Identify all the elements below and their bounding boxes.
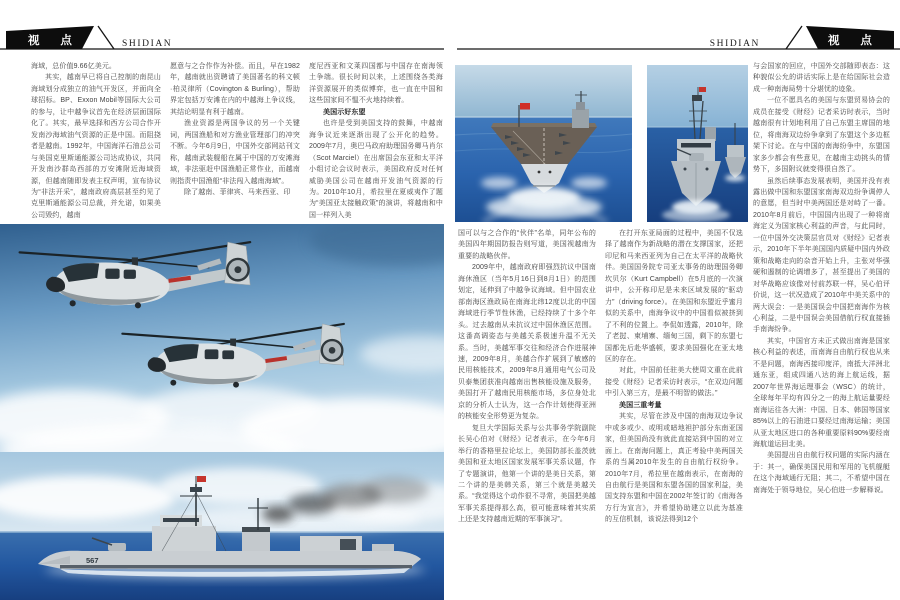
helicopters-photo [0, 224, 444, 452]
hull-number: 567 [86, 556, 99, 565]
paragraph: 在打开东亚局面的过程中，美国不仅选择了越南作为新战略的潜在支撑国家，还把印尼和马来西亚列为自己在太平洋的战略伙伴。美国国务院专司亚太事务的助理国务卿坎贝尔（Kurt Campbell）在5月底的一次演讲中，公开称印尼是未来区域发展的“驱动力”（driving force）。在美国和东盟近乎蜜月似的关系中，南海争议中的中国看似被挤到了不利的位置上。李侃如透露，2010年，除了老挝、柬埔寨、缅甸三国，剩下的东盟七国都先后赴华盛顿，要求美国强化在亚太地区的存在。 [605, 230, 743, 363]
left-column-1 [31, 61, 161, 224]
paragraph: 对此，中国前任驻美大使周文重在此前接受《财经》记者采访时表示，“在双边问题中引入第三方，是最不明智的做法。” [605, 367, 743, 398]
right-column-1 [458, 228, 596, 548]
header-slash-icon [786, 26, 802, 49]
subheading-us-asean: 美国示好东盟 [323, 108, 366, 116]
destroyers-photo [647, 65, 748, 222]
section-title-pinyin: SHIDIAN [709, 39, 760, 49]
paragraph: 海域，总价值9.66亿美元。 [31, 63, 117, 70]
paragraph: 国可以与之合作的“伙伴”名单，同年公布的美国四年期国防报告则写道，美国视越南为重要的战略伙伴。 [458, 230, 596, 260]
left-column-3 [309, 61, 443, 224]
paragraph: 美国提出自由航行权问题的实际内涵在于：其一，确保美国民用和军用的飞机舰艇在这个海域通行无阻；其二，不希望中国在南海处于领导地位，吴心伯进一步解释说。 [753, 452, 890, 494]
right-column-2 [605, 228, 743, 560]
paragraph: 除了越南、菲律宾、马来西亚、印 [184, 188, 291, 196]
carrier-photo [455, 65, 632, 222]
subheading-us-considerations: 美国三重考量 [619, 401, 662, 409]
header-slash-icon [98, 26, 114, 49]
section-title-cn: 视 点 [828, 35, 881, 47]
left-column-2 [170, 61, 300, 224]
right-column-3 [753, 61, 890, 553]
header-right [450, 24, 900, 54]
frigate-photo [0, 452, 444, 600]
paragraph: 渔业资源是两国争议的另一个关键词，两国渔船和对方渔业管理部门的冲突不断。今年6月9日，中国外交部网站刊文称，越南武装舰船在属于中国的万安滩海域，非法驱赶中国渔船正常作业，而越南则指责中国渔船“非法闯入越南海域”。 [170, 120, 300, 185]
section-title-pinyin: SHIDIAN [122, 39, 173, 49]
paragraph: 一位不愿具名的美国与东盟贸易协会的成员在接受《财经》记者采访时表示，当时越南很有计划地利用了自己东盟主席国的地位，将南海双边纷争拿到了东盟这个多边框架下讨论。在与中国的南海纷争中，东盟国家多少都会有些意见，在越南主动挑头的情势下，多国附议就变得很自然了。 [753, 97, 890, 174]
paragraph: 与会国家的回应，中国外交部随即表态：这种貌似公允的讲话实际上是在给国际社会造成一种南海局势十分堪忧的迹象。 [753, 63, 890, 93]
red-flag-icon [520, 103, 530, 110]
paragraph: 其实，越南早已将自己控制的南昆山海域划分成独立的油气开发区，并面向全球招标。BP、Exxon Mobil等国际大公司的参与，让中越争议首先在经济层面国际化了。其实，最早选择和西方公司合作开发南沙海域油气资源的正是中国。而阻挠者是越南。1992年，中国海洋石油总公司与美国克里斯通能源公司达成协议，共同开发南沙群岛西部的万安滩附近海域资源，但越南随即发表主权声明，宣布协议为“非法开采”，越南政府高层甚至约见了克里斯通能源公司总裁，并允诺，如果美公司毁约，越南 [31, 74, 161, 219]
paragraph: 虽然后续事态发展表明，美国并没有表露出做中国和东盟国家南海双边纷争调停人的意愿，但当时中美两国还是对峙了一番。2010年8月前后，中国国内出现了一种将南海定义为国家核心利益的声音，与此同时，一位中国外交决策层官员对《财经》记者表示，2010年下半年美国国内质疑中国内外政策和战略走向的杂音开始上升，主张对华强硬和遏制的论调增多了，甚至提出了美国的对华战略应该像对付前苏联一样，吴心伯评价说，这一状况造成了2010年中美关系中的两大误会：一是美国误会中国把南海作为核心利益，二是中国误会美国借航行权直接插手南海纷争。 [753, 177, 890, 334]
paragraph: 复旦大学国际关系与公共事务学院副院长吴心伯对《财经》记者表示，在今年6月举行的香格里拉论坛上，美国防部长盖茨就美国和亚太地区国家发展军事关系议题，作了专题演讲，他第一个讲的是美日关系，第二个讲的是美韩关系，第三个就是美越关系。“我觉得这个动作很不寻常，美国把美越军事关系提得那么高，很可能意味着其实质上还是支持越南近期的军事演习”。 [458, 424, 596, 524]
paragraph: 其实，尽管在涉及中国的南海双边争议中或多或少、或明或暗地袒护部分东南亚国家，但美国尚没有就此直接站到中国的对立面上。在南海问题上，真正考验中美两国关系的当属2010年发生的自由航行权纷争。2010年7月，希拉里在越南表示，在南海的自由航行是美国和东盟各国的国家利益，美国支持东盟和中国在2002年签订的《南海各方行为宣言》，并希望协助建立以此为基准的互信机制，该说法得到12个 [605, 413, 743, 524]
paragraph: 其实，中国官方未正式做出南海是国家核心利益的表述，而南海自由航行权也从来不是问题，南海西接印度洋，南抵大洋洲北通东亚，组成四通八达的海上航运线，据2007年世界海运理事会（WSC）的统计，全球每年平均有四分之一的海上航运量要经南海运往各大洲：中国、日本、韩国等国家85%以上的石油进口要经过南海运输；美国从亚太地区进口的各种重要原料90%要经南海航道运回北美。 [753, 337, 890, 448]
paragraph: 2009年中，越南政府即强烈抗议中国南海休渔区（当年5月16日到8月1日）的范围划定，延伸到了中越争议海域。但中国农业部南海区渔政局在南海北纬12度以北的中国海域进行季节性休渔，已经持续了十多个年头。过去越南从未抗议过中国休渔区范围。这番高调姿态与美越关系极速升温不无关系。当时，美越军事交往和经济合作进展神速，2009年8月，美越合作扩展到了敏感的民用核能技术，2009年8月通用电气公司及贝泰集团获准向越南出售核能设施及服务，美国打开了越南民用核能市场，多位身处北京的分析人士认为，这一合作计划使得亚洲的核能安全形势更为复杂。 [458, 264, 596, 421]
header-left [0, 24, 450, 54]
paragraph: 愿意与之合作作为补偿。而且，早在1982年，越南就出资聘请了美国著名的科文顿·柏灵律所（Covington & Burling），帮助界定包括万安滩在内的中越海上争议线，其结论明显有利于越南。 [170, 63, 300, 116]
paragraph: 也许是受到美国支持的鼓舞，中越南海争议近来逐渐出现了公开化的趋势。2009年7月，奥巴马政府助理国务卿马肖尔（Scot Marciel）在出席国会东亚和太平洋小组讨论会议时表示，美国政府反对任何威胁美国公司在越南开发油气资源的行为。2010年10月，希拉里在夏威夷作了题为“美国亚太接触政策”的演讲，将越南和中国一样列入美 [309, 120, 443, 219]
paragraph: 度尼西亚和文莱四国都与中国存在南海领土争端。很长时间以来，上述围绕各类海洋资源展开的类似博弈，也一直在中国和这些国家间不愠不火地持续着。 [309, 63, 443, 105]
section-title-cn: 视 点 [28, 35, 81, 47]
